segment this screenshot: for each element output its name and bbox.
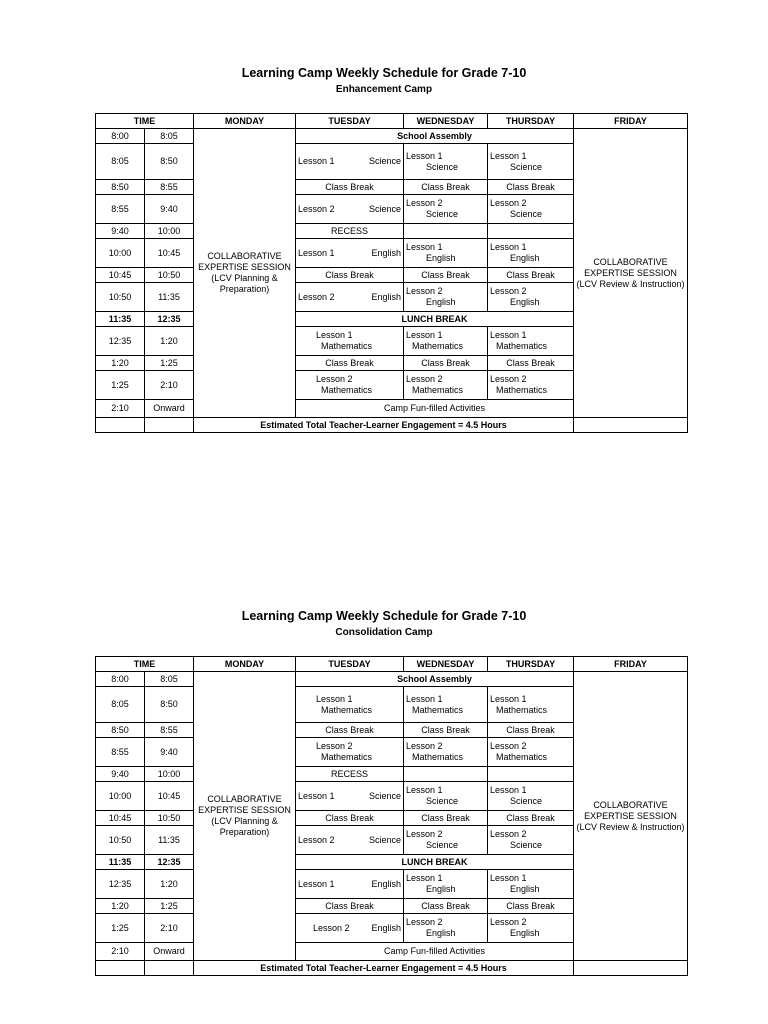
lesson-label: Lesson 1 <box>406 330 443 340</box>
time-start: 10:45 <box>96 811 145 826</box>
lesson-subject: English <box>510 297 540 307</box>
header-tuesday: TUESDAY <box>296 114 404 129</box>
lesson-label: Lesson 1 <box>298 156 335 166</box>
lesson-label: Lesson 2 <box>406 741 443 751</box>
class-break: Class Break <box>296 268 404 283</box>
lesson-subject: Science <box>368 156 401 166</box>
time-start: 8:05 <box>96 687 145 723</box>
lesson-subject: Mathematics <box>496 704 548 715</box>
lesson-subject: Mathematics <box>321 341 373 351</box>
lesson-label: Lesson 1 <box>406 150 443 161</box>
header-tuesday: TUESDAY <box>296 657 404 672</box>
class-break: Class Break <box>404 268 488 283</box>
time-start: 8:50 <box>96 723 145 738</box>
lesson-subject: English <box>371 291 401 302</box>
empty-cell <box>404 767 488 782</box>
time-end: 11:35 <box>145 826 194 855</box>
recess: RECESS <box>296 224 404 239</box>
wednesday-lesson <box>404 283 488 312</box>
class-break: Class Break <box>488 723 574 738</box>
class-break: Class Break <box>296 899 404 914</box>
lesson-label: Lesson 1 <box>406 873 443 883</box>
class-break: Class Break <box>488 899 574 914</box>
time-start: 10:50 <box>96 826 145 855</box>
lesson-subject: English <box>426 884 456 894</box>
thursday-lesson <box>488 826 574 855</box>
lesson-subject: Mathematics <box>412 752 464 762</box>
lesson-label: Lesson 2 <box>490 198 527 208</box>
time-end: 8:50 <box>145 687 194 723</box>
friday-session: COLLABORATIVE EXPERTISE SESSION (LCV Review & Instruction) <box>574 672 688 961</box>
schedule-table <box>95 113 688 433</box>
lesson-subject: Science <box>426 796 459 806</box>
empty-cell <box>574 961 688 976</box>
lesson-subject: Mathematics <box>412 341 464 351</box>
thursday-lesson <box>488 283 574 312</box>
time-end: 8:55 <box>145 723 194 738</box>
time-end: 1:25 <box>145 356 194 371</box>
school-assembly: School Assembly <box>296 129 574 144</box>
time-start: 8:50 <box>96 180 145 195</box>
lesson-label: Lesson 1 <box>298 790 335 801</box>
time-start: 1:25 <box>96 914 145 943</box>
class-break: Class Break <box>488 356 574 371</box>
header-time: TIME <box>96 114 194 129</box>
header-time: TIME <box>96 657 194 672</box>
empty-cell <box>145 418 194 433</box>
lesson-label: Lesson 2 <box>490 917 527 927</box>
time-end: 8:05 <box>145 672 194 687</box>
time-start: 10:00 <box>96 782 145 811</box>
time-end: 8:05 <box>145 129 194 144</box>
time-start: 8:55 <box>96 738 145 767</box>
class-break: Class Break <box>488 180 574 195</box>
thursday-lesson <box>488 914 574 943</box>
time-end: 1:20 <box>145 327 194 356</box>
monday-session: COLLABORATIVE EXPERTISE SESSION (LCV Planning & Preparation) <box>194 672 296 961</box>
time-end: 1:25 <box>145 899 194 914</box>
lesson-label: Lesson 2 <box>490 741 527 751</box>
lunch-break: LUNCH BREAK <box>296 312 574 327</box>
lesson-label: Lesson 1 <box>490 785 527 795</box>
lunch-break: LUNCH BREAK <box>296 855 574 870</box>
time-end: 2:10 <box>145 371 194 400</box>
wednesday-lesson <box>404 687 488 723</box>
time-start: 10:50 <box>96 283 145 312</box>
tuesday-lesson <box>296 371 404 400</box>
schedule-table <box>95 656 688 976</box>
total-row <box>96 961 688 976</box>
schedule-title: Learning Camp Weekly Schedule for Grade 7-10 <box>241 609 527 623</box>
lesson-subject: English <box>510 928 540 938</box>
lesson-subject: Science <box>368 790 401 801</box>
time-start: 12:35 <box>96 327 145 356</box>
header-friday: FRIDAY <box>574 657 688 672</box>
lesson-subject: English <box>426 253 456 263</box>
lesson-label: Lesson 2 <box>490 374 527 384</box>
lesson-subject: English <box>371 922 401 933</box>
empty-cell <box>96 961 145 976</box>
wednesday-lesson <box>404 327 488 356</box>
tuesday-lesson <box>296 738 404 767</box>
class-break: Class Break <box>404 356 488 371</box>
lesson-label: Lesson 1 <box>490 150 527 161</box>
tuesday-lesson <box>296 870 404 899</box>
header-row <box>96 114 688 129</box>
class-break: Class Break <box>296 180 404 195</box>
lesson-label: Lesson 1 <box>298 878 335 889</box>
tuesday-lesson <box>296 283 404 312</box>
thursday-lesson <box>488 738 574 767</box>
time-end: 10:00 <box>145 224 194 239</box>
camp-activities: Camp Fun-filled Activities <box>296 943 574 961</box>
header-thursday: THURSDAY <box>488 114 574 129</box>
lesson-label: Lesson 2 <box>406 286 443 296</box>
header-wednesday: WEDNESDAY <box>404 114 488 129</box>
thursday-lesson <box>488 327 574 356</box>
wednesday-lesson <box>404 371 488 400</box>
time-end: Onward <box>145 943 194 961</box>
lesson-subject: English <box>371 878 401 889</box>
time-end: 1:20 <box>145 870 194 899</box>
time-end: 10:45 <box>145 239 194 268</box>
wednesday-lesson <box>404 870 488 899</box>
wednesday-lesson <box>404 782 488 811</box>
empty-cell <box>574 418 688 433</box>
time-end: 9:40 <box>145 195 194 224</box>
recess: RECESS <box>296 767 404 782</box>
time-start: 8:00 <box>96 672 145 687</box>
total-engagement: Estimated Total Teacher-Learner Engagement = 4.5 Hours <box>194 418 574 433</box>
wednesday-lesson <box>404 239 488 268</box>
lesson-subject: Mathematics <box>321 704 373 715</box>
lesson-label: Lesson 2 <box>406 374 443 384</box>
lesson-subject: English <box>510 884 540 894</box>
wednesday-lesson <box>404 195 488 224</box>
lesson-label: Lesson 1 <box>490 242 527 252</box>
lesson-subject: English <box>426 297 456 307</box>
empty-cell <box>96 418 145 433</box>
class-break: Class Break <box>404 723 488 738</box>
time-end: 11:35 <box>145 283 194 312</box>
lesson-subject: Mathematics <box>321 385 373 395</box>
lesson-subject: Science <box>510 161 543 172</box>
thursday-lesson <box>488 782 574 811</box>
header-friday: FRIDAY <box>574 114 688 129</box>
wednesday-lesson <box>404 144 488 180</box>
lesson-label: Lesson 1 <box>316 693 353 704</box>
lesson-label: Lesson 2 <box>490 286 527 296</box>
time-start: 10:00 <box>96 239 145 268</box>
lesson-label: Lesson 1 <box>298 247 335 258</box>
time-end: Onward <box>145 400 194 418</box>
time-end: 8:50 <box>145 144 194 180</box>
lesson-label: Lesson 2 <box>298 291 335 302</box>
time-start: 2:10 <box>96 400 145 418</box>
time-end: 12:35 <box>145 312 194 327</box>
lesson-subject: Mathematics <box>412 704 464 715</box>
time-start: 9:40 <box>96 767 145 782</box>
time-end: 12:35 <box>145 855 194 870</box>
empty-cell <box>145 961 194 976</box>
lesson-subject: Science <box>510 840 543 850</box>
time-start: 10:45 <box>96 268 145 283</box>
lesson-label: Lesson 2 <box>406 917 443 927</box>
time-end: 2:10 <box>145 914 194 943</box>
tuesday-lesson <box>296 327 404 356</box>
class-break: Class Break <box>296 723 404 738</box>
lesson-subject: Science <box>426 840 459 850</box>
time-start: 8:05 <box>96 144 145 180</box>
thursday-lesson <box>488 371 574 400</box>
header-wednesday: WEDNESDAY <box>404 657 488 672</box>
lesson-label: Lesson 2 <box>298 834 335 845</box>
camp-activities: Camp Fun-filled Activities <box>296 400 574 418</box>
class-break: Class Break <box>296 811 404 826</box>
lesson-subject: Science <box>426 161 459 172</box>
class-break: Class Break <box>404 180 488 195</box>
lesson-subject: Mathematics <box>496 385 548 395</box>
lesson-subject: Science <box>368 203 401 214</box>
lesson-label: Lesson 1 <box>490 693 527 704</box>
header-row <box>96 657 688 672</box>
tuesday-lesson <box>296 914 404 943</box>
friday-session: COLLABORATIVE EXPERTISE SESSION (LCV Review & Instruction) <box>574 129 688 418</box>
class-break: Class Break <box>488 268 574 283</box>
schedule-subtitle: Enhancement Camp <box>335 84 433 95</box>
lesson-label: Lesson 2 <box>313 922 350 933</box>
lesson-subject: Mathematics <box>412 385 464 395</box>
thursday-lesson <box>488 195 574 224</box>
header-thursday: THURSDAY <box>488 657 574 672</box>
lesson-label: Lesson 1 <box>406 242 443 252</box>
class-break: Class Break <box>296 356 404 371</box>
lesson-label: Lesson 1 <box>406 693 443 704</box>
lesson-subject: English <box>426 928 456 938</box>
tuesday-lesson <box>296 195 404 224</box>
class-break: Class Break <box>404 811 488 826</box>
tuesday-lesson <box>296 144 404 180</box>
lesson-subject: English <box>371 247 401 258</box>
table-row <box>96 672 688 687</box>
schedule-title: Learning Camp Weekly Schedule for Grade 7-10 <box>241 66 527 80</box>
wednesday-lesson <box>404 914 488 943</box>
class-break: Class Break <box>404 899 488 914</box>
time-start: 2:10 <box>96 943 145 961</box>
tuesday-lesson <box>296 826 404 855</box>
wednesday-lesson <box>404 826 488 855</box>
time-start: 12:35 <box>96 870 145 899</box>
lesson-subject: Science <box>510 796 543 806</box>
lesson-label: Lesson 2 <box>406 198 443 208</box>
header-monday: MONDAY <box>194 114 296 129</box>
tuesday-lesson <box>296 239 404 268</box>
schedule-subtitle: Consolidation Camp <box>335 627 433 638</box>
school-assembly: School Assembly <box>296 672 574 687</box>
lesson-label: Lesson 2 <box>316 741 353 751</box>
lesson-subject: Mathematics <box>496 752 548 762</box>
lesson-label: Lesson 2 <box>316 374 353 384</box>
time-end: 10:50 <box>145 268 194 283</box>
header-monday: MONDAY <box>194 657 296 672</box>
thursday-lesson <box>488 239 574 268</box>
time-start: 8:00 <box>96 129 145 144</box>
monday-session: COLLABORATIVE EXPERTISE SESSION (LCV Planning & Preparation) <box>194 129 296 418</box>
total-engagement: Estimated Total Teacher-Learner Engagement = 4.5 Hours <box>194 961 574 976</box>
thursday-lesson <box>488 144 574 180</box>
tuesday-lesson <box>296 687 404 723</box>
lesson-subject: Science <box>368 834 401 845</box>
empty-cell <box>488 767 574 782</box>
time-start: 11:35 <box>96 312 145 327</box>
lesson-label: Lesson 1 <box>490 330 527 340</box>
wednesday-lesson <box>404 738 488 767</box>
time-end: 10:50 <box>145 811 194 826</box>
lesson-label: Lesson 2 <box>490 829 527 839</box>
lesson-subject: English <box>510 253 540 263</box>
class-break: Class Break <box>488 811 574 826</box>
time-start: 1:25 <box>96 371 145 400</box>
lesson-subject: Science <box>426 209 459 219</box>
lesson-subject: Mathematics <box>496 341 548 351</box>
time-end: 9:40 <box>145 738 194 767</box>
time-start: 11:35 <box>96 855 145 870</box>
lesson-subject: Mathematics <box>321 752 373 762</box>
lesson-subject: Science <box>510 209 543 219</box>
lesson-label: Lesson 2 <box>298 203 335 214</box>
time-end: 10:45 <box>145 782 194 811</box>
total-row <box>96 418 688 433</box>
time-end: 8:55 <box>145 180 194 195</box>
lesson-label: Lesson 1 <box>490 873 527 883</box>
tuesday-lesson <box>296 782 404 811</box>
empty-cell <box>488 224 574 239</box>
time-start: 8:55 <box>96 195 145 224</box>
time-start: 1:20 <box>96 899 145 914</box>
thursday-lesson <box>488 870 574 899</box>
empty-cell <box>404 224 488 239</box>
time-start: 9:40 <box>96 224 145 239</box>
thursday-lesson <box>488 687 574 723</box>
lesson-label: Lesson 1 <box>406 785 443 795</box>
lesson-label: Lesson 1 <box>316 330 353 340</box>
time-start: 1:20 <box>96 356 145 371</box>
lesson-label: Lesson 2 <box>406 829 443 839</box>
time-end: 10:00 <box>145 767 194 782</box>
table-row <box>96 129 688 144</box>
